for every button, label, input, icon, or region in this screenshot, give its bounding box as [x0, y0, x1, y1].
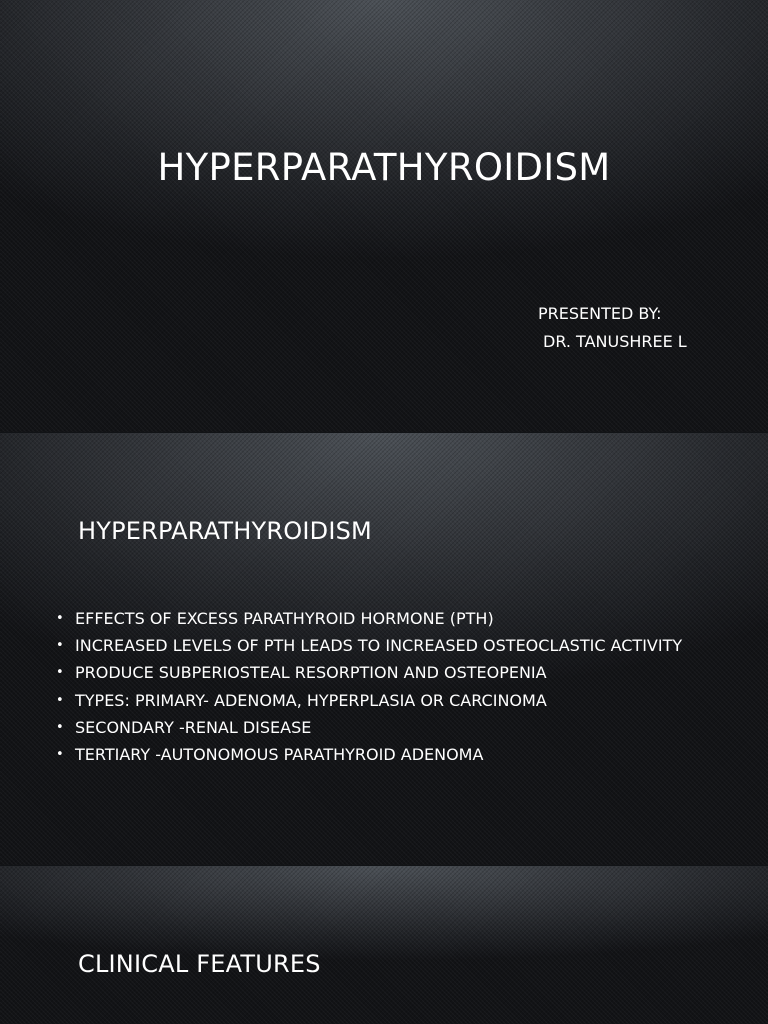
bullet-list [54, 605, 682, 768]
bullet-item [54, 741, 682, 768]
bullet-text: EFFECTS OF EXCESS PARATHYROID HORMONE (PTH) [75, 609, 494, 628]
bullet-item [54, 659, 682, 686]
presenter-name: DR. TANUSHREE L [543, 332, 687, 351]
title-slide [0, 0, 768, 432]
bullet-item [54, 632, 682, 659]
bullet-item [54, 687, 682, 714]
bullet-text: TERTIARY -AUTONOMOUS PARATHYROID ADENOMA [75, 745, 484, 765]
bullet-icon: • [56, 692, 64, 708]
bullet-icon: • [56, 719, 64, 735]
content-slide-partial [0, 866, 768, 1024]
bullet-icon: • [56, 611, 64, 626]
bullet-icon: • [56, 665, 64, 681]
slide-heading: HYPERPARATHYROIDISM [78, 517, 372, 545]
slide-title: HYPERPARATHYROIDISM [157, 146, 611, 189]
bullet-icon: • [56, 747, 64, 763]
bullet-icon: • [56, 638, 64, 654]
presenter-label: PRESENTED BY: [538, 304, 662, 323]
bullet-text: PRODUCE SUBPERIOSTEAL RESORPTION AND OSTEOPENIA [75, 663, 547, 683]
bullet-item [54, 714, 682, 741]
slide-heading: CLINICAL FEATURES [78, 950, 321, 978]
bullet-item [54, 605, 682, 632]
bullet-text: INCREASED LEVELS OF PTH LEADS TO INCREASED OSTEOCLASTIC ACTIVITY [75, 636, 683, 656]
content-slide [0, 433, 768, 865]
presenter-block [538, 300, 687, 356]
bullet-text: TYPES: PRIMARY- ADENOMA, HYPERPLASIA OR CARCINOMA [75, 690, 547, 710]
bullet-text: SECONDARY -RENAL DISEASE [75, 717, 312, 737]
